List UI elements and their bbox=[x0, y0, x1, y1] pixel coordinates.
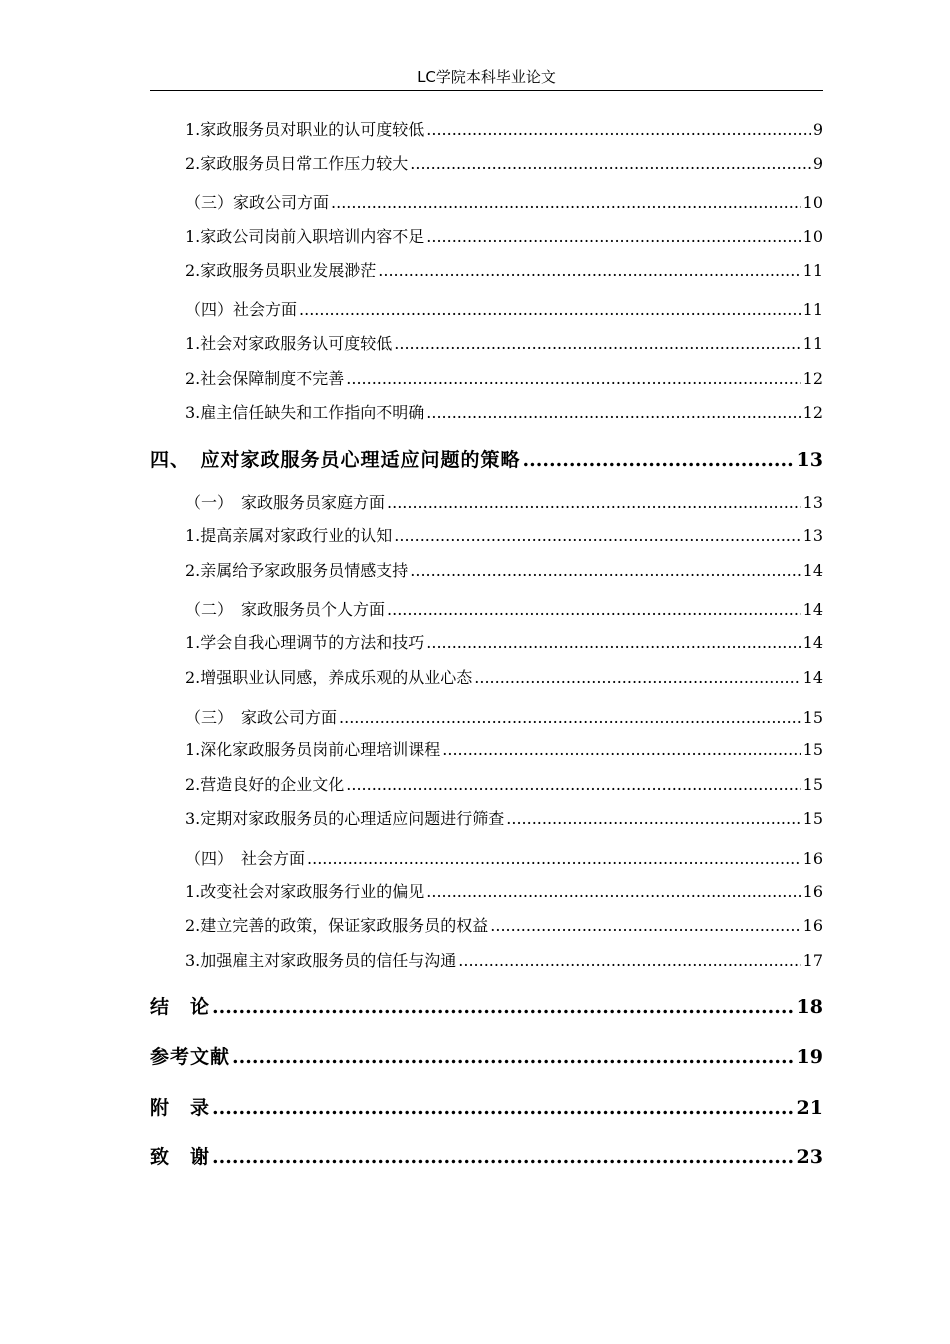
toc-entry-title: 2.增强职业认同感，养成乐观的从业心态 bbox=[185, 668, 473, 687]
leader-dots bbox=[212, 1097, 795, 1119]
toc-entry-title: 2.建立完善的政策，保证家政服务员的权益 bbox=[185, 916, 489, 935]
leader-dots bbox=[490, 916, 800, 935]
toc-entry-title: 2.家政服务员日常工作压力较大 bbox=[185, 154, 409, 173]
toc-entry[interactable] bbox=[185, 297, 823, 320]
header-rule bbox=[150, 90, 823, 91]
leader-dots bbox=[212, 996, 795, 1018]
toc-entry[interactable] bbox=[185, 400, 823, 423]
toc-chapter-entry[interactable] bbox=[150, 1142, 823, 1169]
toc-entry-page: 15 bbox=[802, 740, 823, 759]
leader-dots bbox=[387, 600, 801, 619]
toc-entry-page: 14 bbox=[802, 633, 823, 652]
toc-entry-page: 11 bbox=[802, 334, 823, 353]
toc-entry-page: 13 bbox=[802, 493, 823, 512]
toc-entry[interactable] bbox=[185, 879, 823, 902]
toc-entry-title: （二） 家政服务员个人方面 bbox=[185, 600, 386, 619]
toc-entry[interactable] bbox=[185, 665, 823, 688]
toc-entry-title: 参考文献 bbox=[150, 1046, 231, 1068]
leader-dots bbox=[458, 951, 800, 970]
toc-entry[interactable] bbox=[185, 737, 823, 760]
leader-dots bbox=[410, 561, 800, 580]
toc-entry[interactable] bbox=[185, 846, 823, 869]
toc-entry-title: （一） 家政服务员家庭方面 bbox=[185, 493, 386, 512]
toc-entry[interactable] bbox=[185, 558, 823, 581]
page-header-title: LC学院本科毕业论文 bbox=[417, 68, 556, 86]
leader-dots bbox=[474, 668, 800, 687]
leader-dots bbox=[378, 261, 800, 280]
toc-entry-title: 结 论 bbox=[150, 996, 211, 1018]
leader-dots bbox=[426, 882, 800, 901]
leader-dots bbox=[523, 449, 795, 471]
toc-entry-title: 1.家政服务员对职业的认可度较低 bbox=[185, 120, 425, 139]
toc-entry[interactable] bbox=[185, 806, 823, 829]
toc-entry[interactable] bbox=[185, 117, 823, 140]
toc-chapter-entry[interactable] bbox=[150, 1093, 823, 1120]
toc-entry-title: 1.学会自我心理调节的方法和技巧 bbox=[185, 633, 425, 652]
toc-entry-page: 16 bbox=[802, 849, 823, 868]
leader-dots bbox=[410, 154, 811, 173]
toc-entry-title: 2.营造良好的企业文化 bbox=[185, 775, 345, 794]
leader-dots bbox=[331, 193, 801, 212]
toc-entry-page: 14 bbox=[802, 668, 823, 687]
toc-entry-page: 16 bbox=[802, 882, 823, 901]
leader-dots bbox=[339, 708, 801, 727]
toc-entry-title: （三）家政公司方面 bbox=[185, 193, 330, 212]
leader-dots bbox=[394, 526, 800, 545]
toc-entry[interactable] bbox=[185, 151, 823, 174]
toc-entry-title: 3.雇主信任缺失和工作指向不明确 bbox=[185, 403, 425, 422]
leader-dots bbox=[232, 1046, 795, 1068]
leader-dots bbox=[346, 775, 800, 794]
toc-entry-page: 10 bbox=[802, 193, 823, 212]
toc-entry-page: 12 bbox=[802, 369, 823, 388]
toc-entry-page: 18 bbox=[796, 996, 823, 1018]
leader-dots bbox=[394, 334, 800, 353]
toc-entry-page: 21 bbox=[796, 1097, 823, 1119]
toc-entry[interactable] bbox=[185, 190, 823, 213]
toc-entry-page: 10 bbox=[802, 227, 823, 246]
toc-entry-page: 19 bbox=[796, 1046, 823, 1068]
toc-entry-title: 3.定期对家政服务员的心理适应问题进行筛查 bbox=[185, 809, 505, 828]
toc-entry[interactable] bbox=[185, 772, 823, 795]
toc-entry[interactable] bbox=[185, 366, 823, 389]
leader-dots bbox=[426, 120, 811, 139]
toc-entry-page: 9 bbox=[812, 120, 823, 139]
toc-entry-page: 16 bbox=[802, 916, 823, 935]
toc-entry[interactable] bbox=[185, 630, 823, 653]
leader-dots bbox=[426, 633, 800, 652]
toc-entry-title: 2.家政服务员职业发展渺茫 bbox=[185, 261, 377, 280]
toc-entry[interactable] bbox=[185, 224, 823, 247]
toc-entry-title: （四）社会方面 bbox=[185, 300, 298, 319]
toc-entry[interactable] bbox=[185, 913, 823, 936]
toc-chapter-entry[interactable] bbox=[150, 992, 823, 1019]
toc-entry-title: 1.社会对家政服务认可度较低 bbox=[185, 334, 393, 353]
leader-dots bbox=[442, 740, 800, 759]
leader-dots bbox=[212, 1146, 795, 1168]
toc-entry[interactable] bbox=[185, 597, 823, 620]
toc-entry-page: 13 bbox=[802, 526, 823, 545]
toc-entry-title: 1.改变社会对家政服务行业的偏见 bbox=[185, 882, 425, 901]
leader-dots bbox=[299, 300, 801, 319]
leader-dots bbox=[387, 493, 801, 512]
toc-entry-page: 15 bbox=[802, 809, 823, 828]
toc-entry-title: 1.深化家政服务员岗前心理培训课程 bbox=[185, 740, 441, 759]
toc-entry[interactable] bbox=[185, 258, 823, 281]
leader-dots bbox=[307, 849, 801, 868]
toc-entry-title: 2.社会保障制度不完善 bbox=[185, 369, 345, 388]
toc-entry-page: 17 bbox=[802, 951, 823, 970]
leader-dots bbox=[426, 227, 800, 246]
toc-entry-page: 15 bbox=[802, 775, 823, 794]
toc-entry[interactable] bbox=[185, 523, 823, 546]
toc-entry-page: 11 bbox=[802, 300, 823, 319]
toc-entry-title: 2.亲属给予家政服务员情感支持 bbox=[185, 561, 409, 580]
toc-chapter-entry[interactable] bbox=[150, 1042, 823, 1069]
toc-entry-title: 附 录 bbox=[150, 1097, 211, 1119]
toc-entry-title: 四、 应对家政服务员心理适应问题的策略 bbox=[150, 449, 521, 471]
toc-entry-page: 15 bbox=[802, 708, 823, 727]
toc-entry-title: 1.家政公司岗前入职培训内容不足 bbox=[185, 227, 425, 246]
toc-entry-page: 11 bbox=[802, 261, 823, 280]
leader-dots bbox=[346, 369, 800, 388]
toc-entry[interactable] bbox=[185, 490, 823, 513]
leader-dots bbox=[426, 403, 800, 422]
toc-entry-title: 3.加强雇主对家政服务员的信任与沟通 bbox=[185, 951, 457, 970]
toc-entry-page: 14 bbox=[802, 561, 823, 580]
toc-entry-page: 14 bbox=[802, 600, 823, 619]
toc-entry[interactable] bbox=[185, 948, 823, 971]
toc-entry-title: 1.提高亲属对家政行业的认知 bbox=[185, 526, 393, 545]
toc-entry-page: 12 bbox=[802, 403, 823, 422]
toc-entry[interactable] bbox=[185, 705, 823, 728]
toc-entry-title: 致 谢 bbox=[150, 1146, 211, 1168]
toc-entry-page: 23 bbox=[796, 1146, 823, 1168]
toc-entry-page: 13 bbox=[796, 449, 823, 471]
toc-entry[interactable] bbox=[185, 331, 823, 354]
toc-entry-title: （三） 家政公司方面 bbox=[185, 708, 338, 727]
toc-entry-page: 9 bbox=[812, 154, 823, 173]
leader-dots bbox=[506, 809, 800, 828]
toc-chapter-entry[interactable] bbox=[150, 445, 823, 472]
toc-entry-title: （四） 社会方面 bbox=[185, 849, 306, 868]
